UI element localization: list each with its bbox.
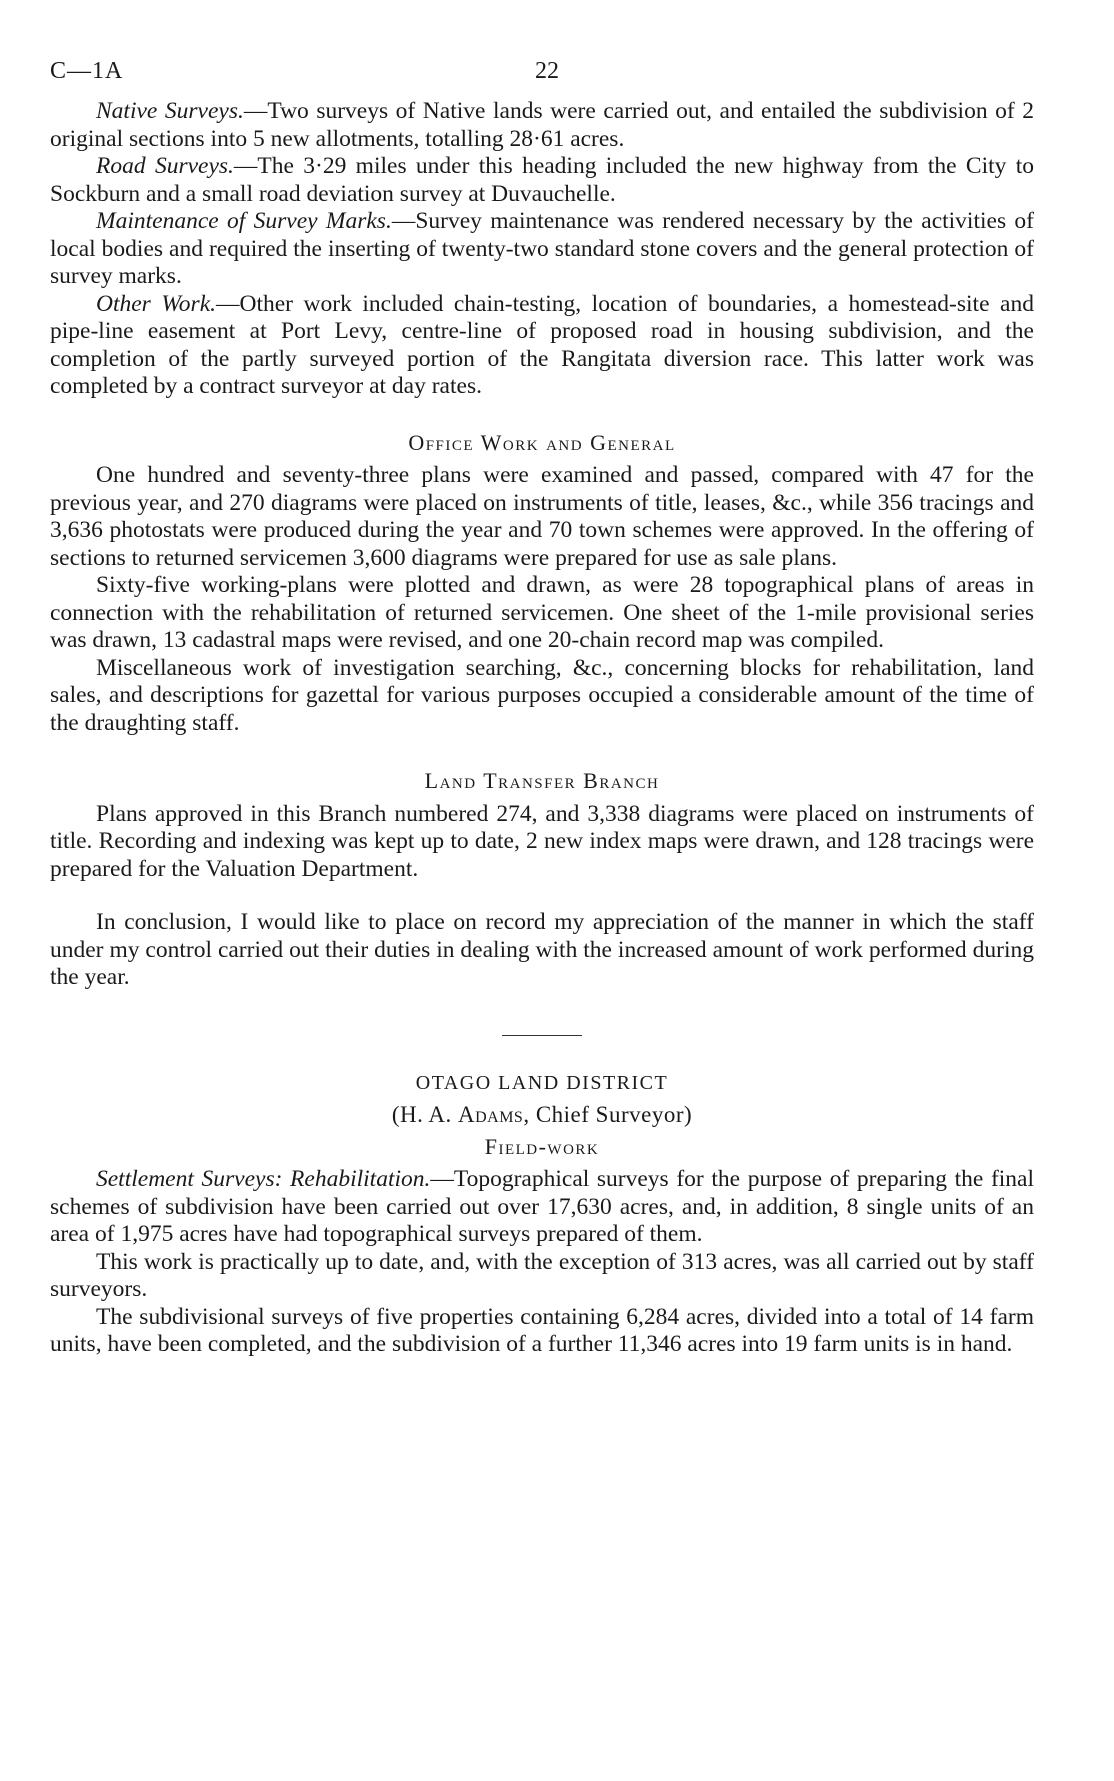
paragraph-other-work (50, 291, 1034, 401)
chief-surveyor-line (50, 1101, 1034, 1129)
page-header (50, 58, 1034, 98)
paragraph-office-1: One hundred and seventy-three plans were examined and passed, compared with 47 for the previous year, and 270 diagrams were placed on instruments of title, leases, &c., while 356 tracings and 3,636 photostats were produced during the year and 70 town schemes were approved. In the offering of sections to returned servicemen 3,600 diagrams were prepared for use as sale plans. (50, 462, 1034, 571)
district-heading: OTAGO LAND DISTRICT (415, 1071, 669, 1094)
paragraph-text: —Survey maintenance was rendered necessary by the activities of local bodies and required the inserting of twenty-two standard stone covers and the general protection of survey marks. (50, 208, 1035, 289)
paragraph-text: —Two surveys of Native lands were carried out, and entailed the subdivision of 2 original sections into 5 new allotments, totalling 28·61 acres. (50, 98, 1034, 152)
paragraph-lead: Road Surveys. (96, 153, 234, 179)
section-divider (502, 1035, 582, 1036)
surveyor-open: (H. A. (391, 1102, 458, 1127)
paragraph-lead: Settlement Surveys: Rehabilitation. (96, 1166, 431, 1192)
page-number: 22 (535, 58, 559, 84)
paragraph-office-2: Sixty-five working-plans were plotted and drawn, as were 28 topographical plans of areas in connection with the rehabilitation of returned servicemen. One sheet of the 1-mile provisional series was drawn, 13 cadastral maps were revised, and one 20-chain record map was compiled. (50, 572, 1034, 653)
section-heading-land-transfer: Land Transfer Branch (424, 768, 660, 793)
spacer (50, 883, 1034, 909)
paragraph-subdivisional-surveys: The subdivisional surveys of five properties containing 6,284 acres, divided into a total of 14 farm units, have been completed, and the subdivision of a further 11,346 acres into 19 farm units is in hand. (50, 1303, 1034, 1357)
paragraph-lead: Other Work. (96, 290, 216, 317)
surveyor-name: Adams (457, 1102, 524, 1127)
paragraph-settlement-surveys (50, 1166, 1034, 1249)
section-heading-field-work: Field-work (484, 1133, 600, 1159)
section-heading-office-work: Office Work and General (408, 429, 676, 455)
paragraph-office-3: Miscellaneous work of investigation searching, &c., concerning blocks for rehabilitation, land sales, and descriptions for gazettal for various purposes occupied a considerable amount of the time of the draughting staff. (50, 654, 1034, 736)
surveyor-close: , Chief Surveyor) (523, 1102, 693, 1127)
paragraph-staff-surveyors: This work is practically up to date, and, with the exception of 313 acres, was all carried out by staff surveyors. (50, 1248, 1034, 1302)
paragraph-text: —Topographical surveys for the purpose of preparing the final schemes of subdivision have been carried out over 17,630 acres, and, in addition, 8 single units of an area of 1,975 acres have had topographical surveys prepared of them. (50, 1166, 1035, 1247)
paragraph-native-surveys (50, 98, 1034, 153)
paragraph-text: —The 3·29 miles under this heading included the new highway from the City to Sockburn and a small road deviation survey at Duvauchelle. (50, 153, 1034, 207)
paragraph-maintenance (50, 208, 1034, 291)
paragraph-text: —Other work included chain-testing, location of boundaries, a homestead-site and pipe-line easement at Port Levy, centre-line of proposed road in housing subdivision, and the completion of the partly surveyed portion of the Rangitata diversion race. This latter work was completed by a contract surveyor at day rates. (50, 290, 1034, 399)
paragraph-lead: Native Surveys. (96, 98, 244, 124)
document-reference: C—1A (50, 58, 124, 84)
paragraph-road-surveys (50, 153, 1034, 208)
paragraph-lead: Maintenance of Survey Marks. (96, 208, 392, 234)
paragraph-conclusion: In conclusion, I would like to place on record my appreciation of the manner in which the staff under my control carried out their duties in dealing with the increased amount of work performed during the year. (50, 909, 1034, 990)
paragraph-land-transfer: Plans approved in this Branch numbered 274, and 3,338 diagrams were placed on instruments of title. Recording and indexing was kept up to date, 2 new index maps were drawn, and 128 tracings were prepared for the Valuation Department. (50, 800, 1034, 882)
